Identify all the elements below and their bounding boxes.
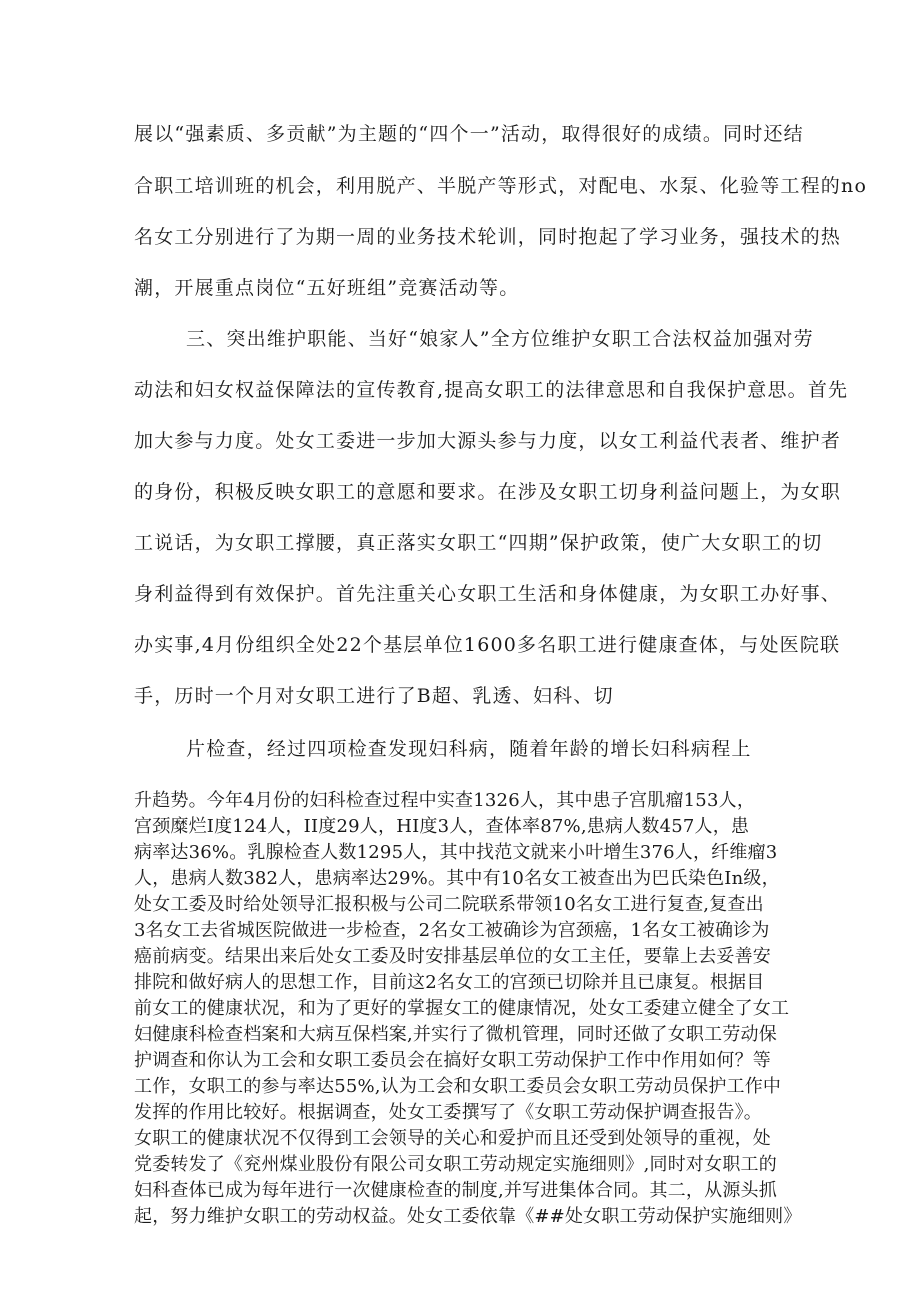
text-line: 片检查，经过四项检查发现妇科病，随着年龄的增长妇科病程上 (186, 738, 752, 760)
text-line: 工作，女职工的参与率达55%,认为工会和女职工委员会女职工劳动员保护工作中 (134, 1076, 782, 1097)
text-line: 展以“强素质、多贡献”为主题的“四个一”活动，取得很好的成绩。同时还结 (134, 123, 804, 145)
text-line: 护调查和你认为工会和女职工委员会在搞好女职工劳动保护工作中作用如何？等 (134, 1050, 771, 1071)
text-line: 加大参与力度。处女工委进一步加大源头参与力度，以女工利益代表者、维护者 (134, 430, 842, 452)
text-line: 工说话，为女职工撑腰，真正落实女职工“四期”保护政策，使广大女职工的切 (134, 532, 823, 554)
text-line: 的身份，积极反映女职工的意愿和要求。在涉及女职工切身利益问题上，为女职 (134, 481, 842, 503)
text-line: 三、突出维护职能、当好“娘家人”全方位维护女职工合法权益加强对劳 (186, 328, 814, 350)
text-line: 排院和做好病人的思想工作，目前这2名女工的宫颈已切除并且已康复。根据目 (134, 972, 765, 993)
text-line: 病率达36%。乳腺检查人数1295人，其中找范文就来小叶增生376人，纤维瘤3 (134, 842, 778, 863)
text-line: 前女工的健康状况，和为了更好的掌握女工的健康情况，处女工委建立健全了女工 (134, 998, 790, 1019)
text-line: 女职工的健康状况不仅得到工会领导的关心和爱护而且还受到处领导的重视，处 (134, 1128, 771, 1149)
text-line: 人，患病人数382人，患病率达29%。其中有10名女工被查出为巴氏染色In级， (134, 868, 780, 889)
text-line: 3名女工去省城医院做进一步检查，2名女工被确诊为宫颈癌，1名女工被确诊为 (134, 920, 770, 941)
text-line: 妇健康科检查档案和大病互保档案,并实行了微机管理，同时还做了女职工劳动保 (134, 1024, 777, 1045)
text-line: 妇科查体已成为每年进行一次健康检查的制度,并写进集体合同。其二，从源头抓 (134, 1180, 777, 1201)
text-line: 身利益得到有效保护。首先注重关心女职工生活和身体健康，为女职工办好事、 (134, 583, 842, 605)
text-line: 潮，开展重点岗位“五好班组”竞赛活动等。 (134, 277, 520, 299)
text-line: 名女工分别进行了为期一周的业务技术轮训，同时抱起了学习业务，强技术的热 (134, 226, 842, 248)
text-line: 宫颈糜烂I度124人，II度29人，HI度3人，查体率87%,患病人数457人，患 (134, 816, 750, 837)
text-line: 升趋势。今年4月份的妇科检查过程中实查1326人，其中患子宫肌瘤153人， (134, 790, 756, 811)
text-line: 处女工委及时给处领导汇报积极与公司二院联系带领10名女工进行复查,复查出 (134, 894, 764, 915)
text-line: 办实事,4月份组织全处22个基层单位1600多名职工进行健康查体，与处医院联 (134, 634, 841, 656)
text-line: 党委转发了《兖州煤业股份有限公司女职工劳动规定实施细则》,同时对女职工的 (134, 1154, 777, 1175)
text-line: 合职工培训班的机会，利用脱产、半脱产等形式，对配电、水泵、化验等工程的no (134, 175, 868, 197)
text-line: 癌前病变。结果出来后处女工委及时安排基层单位的女工主任，要靠上去妥善安 (134, 946, 771, 967)
text-line: 手，历时一个月对女职工进行了B超、乳透、妇科、切 (134, 685, 614, 707)
text-line: 动法和妇女权益保障法的宣传教育,提高女职工的法律意思和自我保护意思。首先 (134, 379, 849, 401)
text-line: 发挥的作用比较好。根据调查，处女工委撰写了《女职工劳动保护调查报告》。 (134, 1102, 762, 1123)
text-line: 起，努力维护女职工的劳动权益。处女工委依靠《##处女职工劳动保护实施细则》 (134, 1206, 802, 1227)
